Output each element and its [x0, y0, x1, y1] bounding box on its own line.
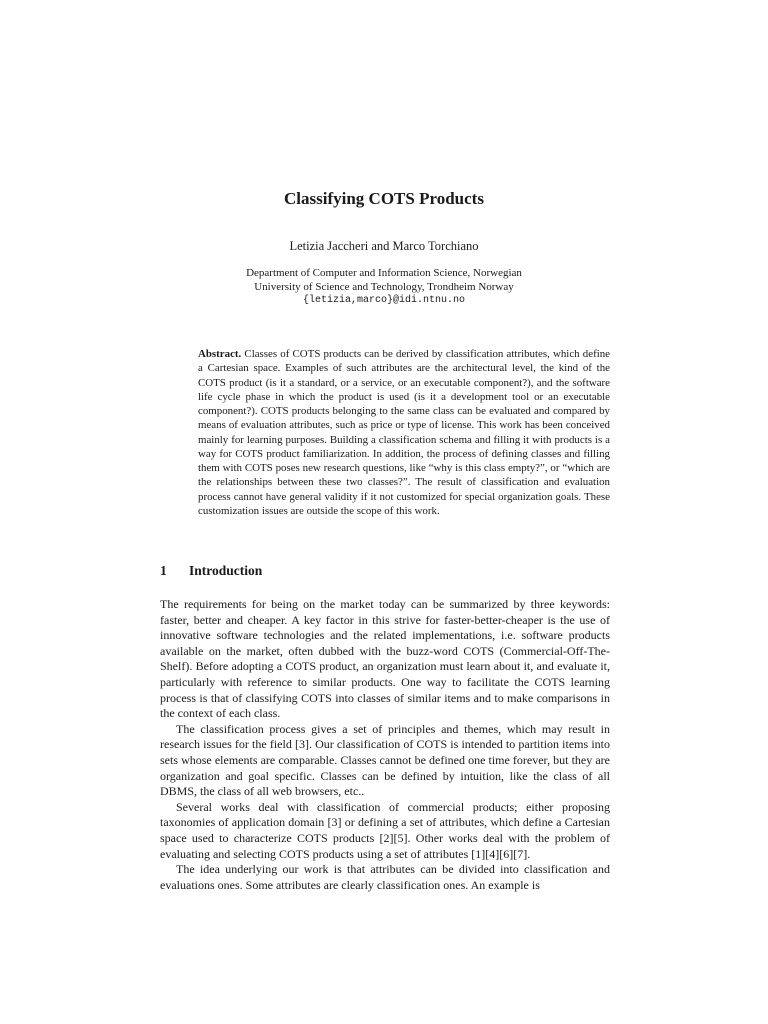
- paper-title: Classifying COTS Products: [284, 189, 484, 208]
- affiliation: [0, 266, 768, 309]
- abstract-label: Abstract.: [198, 348, 242, 360]
- paragraph: The classification process gives a set of principles and themes, which may result in research issues for the field [3]. Our classification of COTS is intended to partition items into sets whose elements are comparable. Classes cannot be defined one time forever, but they are organization and goal specific. Classes can be defined by intuition, like the class of all DBMS, the class of all web browsers, etc..: [160, 721, 610, 799]
- author-email: {letizia,marco}@idi.ntnu.no: [302, 295, 466, 307]
- section-heading: [160, 563, 262, 579]
- body-text: [160, 597, 610, 893]
- paragraph: Several works deal with classification of commercial products; either proposing taxonomies of application domain [3] or defining a set of attributes, which define a Cartesian space used to characterize COTS products [2][5]. Other works deal with the problem of evaluating and selecting COTS products using a set of attributes [1][4][6][7].: [160, 799, 610, 861]
- section-title: Introduction: [189, 563, 263, 578]
- paragraph: The requirements for being on the market today can be summarized by three keywords: faster, better and cheaper. A key factor in this strive for faster-better-cheaper is the use of innovative software technologies and the related implementations, i.e. software products available on the market, often dubbed with the buzz-word COTS (Commercial-Off-The-Shelf). Before adopting a COTS product, an organization must learn about it, and evaluate it, particularly with reference to similar products. One way to facilitate the COTS learning process is that of classifying COTS into classes of similar items and to make comparisons in the context of each class.: [160, 597, 610, 721]
- paragraph: The idea underlying our work is that attributes can be divided into classification and evaluations ones. Some attributes are clearly classification ones. An example is: [160, 862, 610, 892]
- abstract: [198, 347, 610, 518]
- abstract-text: Classes of COTS products can be derived by classification attributes, which define a Cartesian space. Examples of such attributes are the architectural level, the kind of the COTS product (is it a standard, or a service, or an executable component?), and the software life cycle phase in which the product is used (is it a development tool or an executable component?). COTS products belonging to the same class can be evaluated and compared by means of evaluation attributes, such as price or type of license. This work has been conceived mainly for learning purposes. Building a classification schema and filling it with products is a way for COTS product familiarization. In addition, the process of defining classes and filling them with COTS poses new research questions, like “why is this class empty?”, or “which are the relationships between these two classes?”. The result of classification and evaluation process cannot have general validity if it not customized for special organization goals. These customization issues are outside the scope of this work.: [198, 348, 610, 517]
- affiliation-line-2: University of Science and Technology, Trondheim Norway: [254, 281, 514, 294]
- section-number: 1: [160, 563, 167, 578]
- affiliation-line-1: Department of Computer and Information Science, Norwegian: [246, 267, 522, 279]
- paper-authors: Letizia Jaccheri and Marco Torchiano: [289, 239, 479, 253]
